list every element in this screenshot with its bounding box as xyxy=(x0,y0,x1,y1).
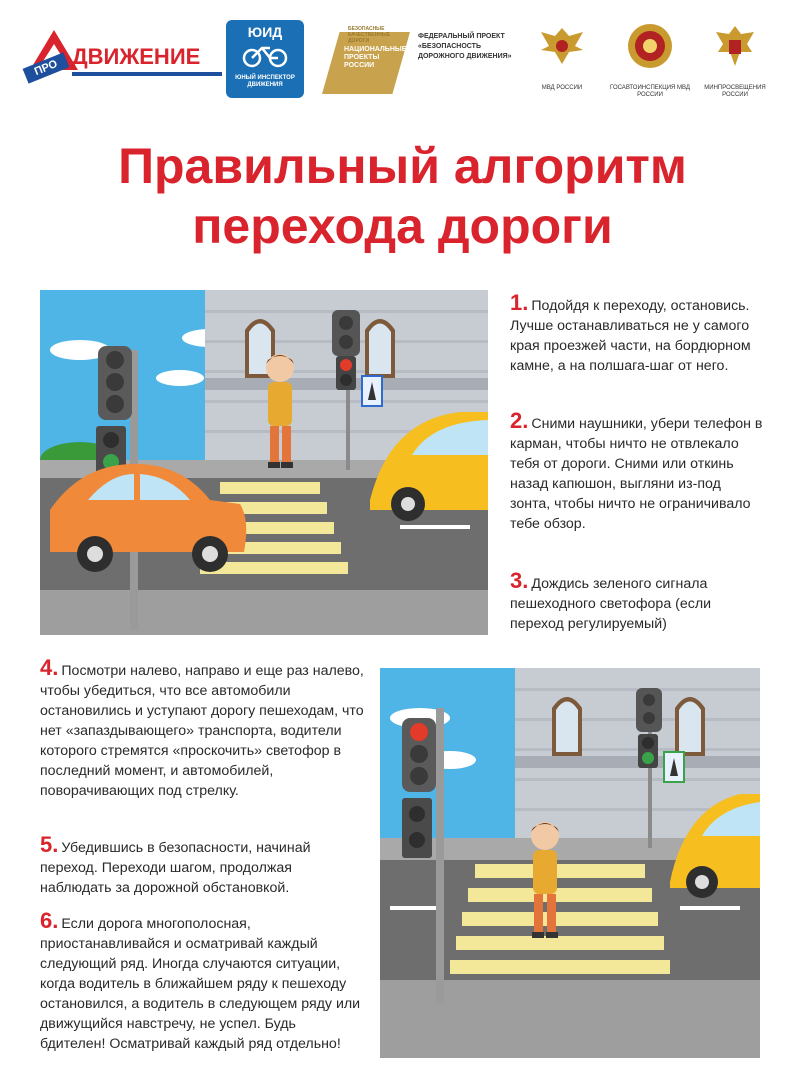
title-line-1: Правильный алгоритм xyxy=(118,138,687,194)
eagle-emblem-icon xyxy=(539,20,585,72)
step-1 xyxy=(510,290,765,376)
uid-abbr: ЮИД xyxy=(247,24,283,40)
step-2-text: Сними наушники, убери телефон в карман, чтобы ничто не отвлекало тебя от дороги. Сними или откинь назад капюшон, выгляни из-под зонта, чтобы ничто не ограничивало тебе обзор. xyxy=(510,416,763,532)
header-logos xyxy=(0,0,805,110)
gai-emblem xyxy=(610,20,690,99)
bicycle-icon xyxy=(240,42,290,68)
step-5-text: Убедившись в безопасности, начинай переход. Переходи шагом, продолжая наблюдать за дорожной обстановкой. xyxy=(40,840,311,896)
uid-caption: ЮНЫЙ ИНСПЕКТОР ДВИЖЕНИЯ xyxy=(235,75,295,88)
step-2-number: 2. xyxy=(510,408,529,433)
np-big-caption: НАЦИОНАЛЬНЫЕ ПРОЕКТЫ РОССИИ xyxy=(344,46,407,69)
pro-dvizhenie-logo xyxy=(22,24,212,80)
mvd-emblem xyxy=(522,20,602,92)
step-5 xyxy=(40,832,365,898)
step-5-number: 5. xyxy=(40,832,59,857)
logo-pro-word: ДВИЖЕНИЕ xyxy=(72,44,201,69)
page-title xyxy=(0,136,805,256)
step-6 xyxy=(40,908,365,1054)
title-line-2: перехода дороги xyxy=(192,198,613,254)
minpros-emblem xyxy=(695,20,775,99)
step-6-text: Если дорога многополосная, приостанавливайся и осматривай каждый следующий ряд. Иногда случаются ситуации, когда водитель в ближайшем ряду к пешеходу остановился, а водитель в следующем ряду или движущийся навстречу, не успел. Будь бдителен! Осматривай каждый ряд отдельно! xyxy=(40,916,361,1052)
uid-logo xyxy=(226,20,304,98)
scene-illustration-2 xyxy=(380,668,760,1058)
step-1-text: Подойдя к переходу, остановись. Лучше останавливаться не у самого края проезжей части, на бордюрном камне, а на полшага-шаг от него. xyxy=(510,298,751,374)
step-4-number: 4. xyxy=(40,655,59,680)
mvd-caption: МВД РОССИИ xyxy=(541,85,583,91)
scene-illustration-1 xyxy=(40,290,488,635)
minpros-caption: МИНПРОСВЕЩЕНИЯ РОССИИ xyxy=(704,85,766,98)
gai-caption: ГОСАВТОИНСПЕКЦИЯ МВД РОССИИ xyxy=(610,85,690,98)
step-1-number: 1. xyxy=(510,290,529,315)
step-6-number: 6. xyxy=(40,908,59,933)
national-projects-logo xyxy=(322,24,412,94)
step-3-text: Дождись зеленого сигнала пешеходного светофора (если переход регулируемый) xyxy=(510,576,712,632)
step-3 xyxy=(510,568,765,634)
np-small-caption: БЕЗОПАСНЫЕ КАЧЕСТВЕННЫЕ ДОРОГИ xyxy=(348,26,391,44)
step-4-text: Посмотри налево, направо и еще раз налево, чтобы убедиться, что все автомобили остановились и уступают дорогу пешеходам, что нет «запаздывающего» транспорта, водители которого стремятся «проскочить» светофор в последний момент, и автомобилей, поворачивающих под стрелку. xyxy=(40,663,364,799)
gai-shield-icon xyxy=(627,20,673,72)
step-2 xyxy=(510,408,765,534)
federal-project-caption: ФЕДЕРАЛЬНЫЙ ПРОЕКТ «БЕЗОПАСНОСТЬ ДОРОЖНОГО ДВИЖЕНИЯ» xyxy=(418,33,512,60)
minpros-emblem-icon xyxy=(712,20,758,72)
step-3-number: 3. xyxy=(510,568,529,593)
logo-pro-small: ПРО xyxy=(23,52,70,83)
step-4 xyxy=(40,655,365,801)
